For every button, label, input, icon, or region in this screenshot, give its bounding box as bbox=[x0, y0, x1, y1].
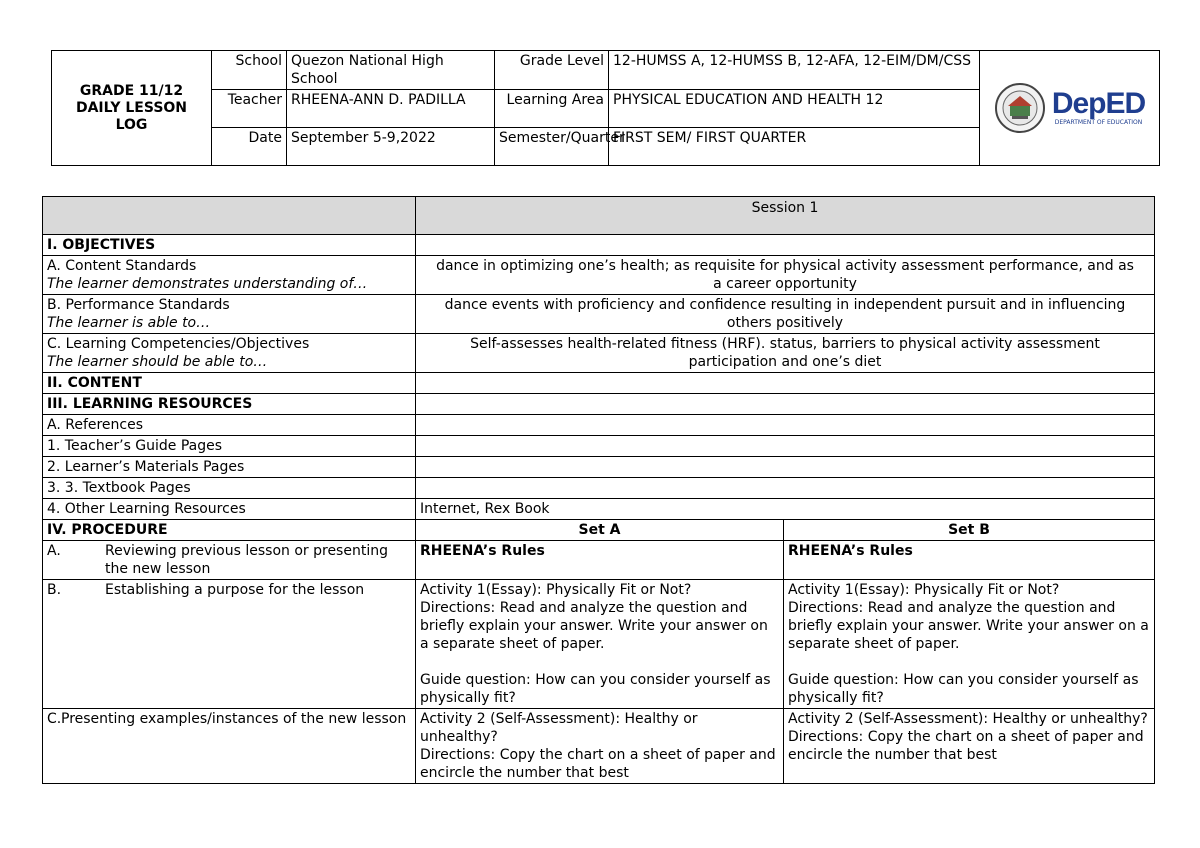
content-standards-note: The learner demonstrates understanding of… bbox=[47, 276, 368, 292]
competencies-label: C. Learning Competencies/Objectives bbox=[47, 336, 310, 352]
performance-standards-row bbox=[43, 295, 416, 334]
procedure-b-set-b bbox=[784, 580, 1155, 709]
resources-heading: III. LEARNING RESOURCES bbox=[43, 394, 416, 415]
competencies-row bbox=[43, 334, 416, 373]
set-a-header: Set A bbox=[416, 520, 784, 541]
grade-level-value: 12-HUMSS A, 12-HUMSS B, 12-AFA, 12-EIM/DM/CSS bbox=[609, 51, 980, 90]
procedure-b-label: Establishing a purpose for the lesson bbox=[105, 582, 365, 598]
procedure-b-set-a bbox=[416, 580, 784, 709]
logo-area bbox=[980, 51, 1160, 166]
semester-label: Semester/Quarter bbox=[495, 128, 609, 166]
performance-standards-note: The learner is able to… bbox=[47, 315, 211, 331]
procedure-b-number: B. bbox=[47, 582, 62, 598]
procedure-b-row bbox=[43, 580, 416, 709]
dll-title bbox=[52, 51, 212, 166]
procedure-c-label: Presenting examples/instances of the new lesson bbox=[61, 711, 407, 727]
resources-value bbox=[416, 394, 1155, 415]
content-standards-label: A. Content Standards bbox=[47, 258, 197, 274]
activity-1-guide-b: Guide question: How can you consider yourself as physically fit? bbox=[788, 672, 1139, 706]
semester-value: FIRST SEM/ FIRST QUARTER bbox=[609, 128, 980, 166]
school-label: School bbox=[212, 51, 287, 90]
procedure-c-row: C. Presenting examples/instances of the new lesson bbox=[43, 709, 416, 784]
objectives-heading: I. OBJECTIVES bbox=[43, 235, 416, 256]
deped-logo-subtext: DEPARTMENT OF EDUCATION bbox=[1054, 119, 1143, 126]
grade-level-label: Grade Level bbox=[495, 51, 609, 90]
set-b-header: Set B bbox=[784, 520, 1155, 541]
activity-1-title-b: Activity 1(Essay): Physically Fit or Not? bbox=[788, 582, 1060, 598]
session-header: Session 1 bbox=[416, 197, 1155, 235]
dll-title-line-2: DAILY LESSON bbox=[75, 99, 188, 116]
lm-pages-value bbox=[416, 457, 1155, 478]
school-seal-icon bbox=[994, 82, 1046, 134]
procedure-heading: IV. PROCEDURE bbox=[43, 520, 416, 541]
lesson-table bbox=[42, 196, 1155, 784]
learning-area-value: PHYSICAL EDUCATION AND HEALTH 12 bbox=[609, 90, 980, 128]
teacher-value: RHEENA-ANN D. PADILLA bbox=[287, 90, 495, 128]
lm-pages-label: 2. Learner’s Materials Pages bbox=[43, 457, 416, 478]
activity-1-directions-b: Directions: Read and analyze the question and briefly explain your answer. Write your answer on a separate sheet of paper. bbox=[788, 600, 1149, 652]
learning-area-label: Learning Area bbox=[495, 90, 609, 128]
other-resources-value: Internet, Rex Book bbox=[416, 499, 1155, 520]
references-label: A. References bbox=[43, 415, 416, 436]
procedure-a-row bbox=[43, 541, 416, 580]
dll-title-line-3: LOG bbox=[115, 116, 148, 133]
content-standards-value: dance in optimizing one’s health; as requisite for physical activity assessment performance, and as a career opportunity bbox=[416, 256, 1155, 295]
procedure-c-set-a bbox=[416, 709, 784, 784]
procedure-a-set-b: RHEENA’s Rules bbox=[784, 541, 1155, 580]
activity-1-title-a: Activity 1(Essay): Physically Fit or Not? bbox=[420, 582, 692, 598]
performance-standards-value: dance events with proficiency and confidence resulting in independent pursuit and in influencing others positively bbox=[416, 295, 1155, 334]
activity-1-guide-a: Guide question: How can you consider yourself as physically fit? bbox=[420, 672, 771, 706]
school-value: Quezon National High School bbox=[287, 51, 495, 90]
activity-2-title-b: Activity 2 (Self-Assessment): Healthy or unhealthy? bbox=[788, 711, 1148, 727]
date-value: September 5-9,2022 bbox=[287, 128, 495, 166]
activity-1-directions-a: Directions: Read and analyze the question and briefly explain your answer. Write your answer on a separate sheet of paper. bbox=[420, 600, 768, 652]
performance-standards-label: B. Performance Standards bbox=[47, 297, 230, 313]
competencies-value: Self-assesses health-related fitness (HRF). status, barriers to physical activity assessment participation and one’s diet bbox=[416, 334, 1155, 373]
activity-2-title-a: Activity 2 (Self-Assessment): Healthy or unhealthy? bbox=[420, 711, 698, 745]
dll-title-line-1: GRADE 11/12 bbox=[79, 82, 184, 99]
content-value bbox=[416, 373, 1155, 394]
tg-pages-value bbox=[416, 436, 1155, 457]
other-resources-label: 4. Other Learning Resources bbox=[43, 499, 416, 520]
procedure-c-set-b bbox=[784, 709, 1155, 784]
tg-pages-label: 1. Teacher’s Guide Pages bbox=[43, 436, 416, 457]
activity-2-directions-b: Directions: Copy the chart on a sheet of paper and encircle the number that best bbox=[788, 729, 1144, 763]
textbook-pages-value bbox=[416, 478, 1155, 499]
procedure-a-set-a: RHEENA’s Rules bbox=[416, 541, 784, 580]
procedure-a-number: A. bbox=[47, 543, 61, 559]
deped-logo-text: DepED bbox=[1051, 87, 1146, 120]
content-heading: II. CONTENT bbox=[43, 373, 416, 394]
blank-header-cell bbox=[43, 197, 416, 235]
competencies-note: The learner should be able to… bbox=[47, 354, 268, 370]
teacher-label: Teacher bbox=[212, 90, 287, 128]
date-label: Date bbox=[212, 128, 287, 166]
activity-2-directions-a: Directions: Copy the chart on a sheet of paper and encircle the number that best bbox=[420, 747, 776, 781]
objectives-value bbox=[416, 235, 1155, 256]
content-standards-row bbox=[43, 256, 416, 295]
procedure-a-label: Reviewing previous lesson or presenting the new lesson bbox=[105, 543, 388, 577]
references-value bbox=[416, 415, 1155, 436]
textbook-pages-label: 3. 3. Textbook Pages bbox=[43, 478, 416, 499]
header-table bbox=[51, 50, 1160, 166]
